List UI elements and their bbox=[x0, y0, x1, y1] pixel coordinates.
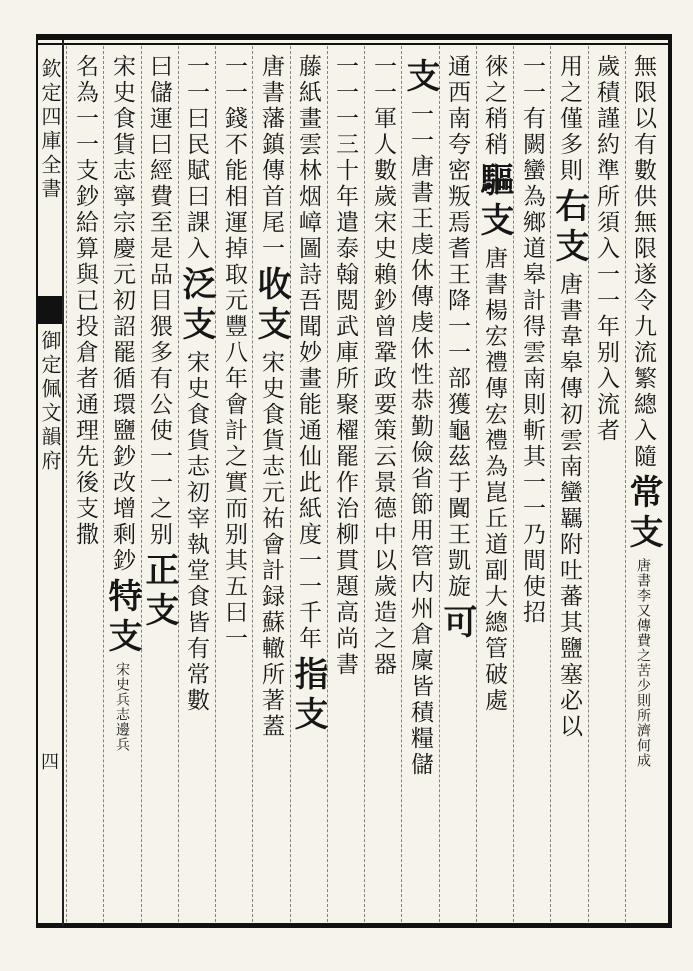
body-text: 宋史食貨志寧宗慶元初詔罷循環鹽鈔改增剩鈔 bbox=[109, 54, 135, 574]
text-column bbox=[549, 54, 589, 920]
text-column bbox=[68, 54, 102, 920]
body-text: 通西南夸 bbox=[444, 54, 470, 158]
body-text: 一一曰民賦曰課入 bbox=[183, 54, 209, 262]
headword: 驅支 bbox=[474, 162, 514, 242]
sidebar-book-title: 御定佩文韻府 bbox=[38, 330, 62, 474]
text-column bbox=[437, 54, 477, 920]
fishtail-mark bbox=[36, 296, 62, 324]
headword: 正支 bbox=[139, 552, 179, 632]
body-text: 密叛焉耆王降一一部獲龜茲于闐王凱旋 bbox=[444, 158, 470, 600]
text-column bbox=[366, 54, 400, 920]
text-column bbox=[589, 54, 623, 920]
headword: 指支 bbox=[288, 656, 328, 736]
body-text: 曰儲運曰經費 bbox=[146, 54, 172, 210]
column-divider bbox=[550, 46, 551, 922]
body-text: 用之僅多則 bbox=[556, 54, 582, 184]
page-number: 四 bbox=[41, 752, 59, 773]
column-divider bbox=[215, 46, 216, 922]
headword: 右支 bbox=[549, 188, 589, 268]
column-divider bbox=[364, 46, 365, 922]
body-text: 蠻為鄉道皋計得雲南則斬其一一乃間使招 bbox=[519, 158, 545, 626]
text-column bbox=[515, 54, 549, 920]
body-text: 宋史食貨志初宰執堂食皆有常數 bbox=[183, 350, 209, 714]
frame-top-border bbox=[36, 34, 672, 40]
body-text: 宋史食貨志元祐會計録蘇轍所著蓋 bbox=[258, 350, 284, 740]
body-text: 一一唐書王虔休傳虔休性恭勤儉省節用管内州倉廩皆積糧儲 bbox=[407, 102, 433, 778]
column-divider bbox=[252, 46, 253, 922]
frame-top-thin-border bbox=[36, 43, 672, 45]
annotation: 宋史兵志邊兵 bbox=[114, 662, 130, 752]
text-column bbox=[474, 54, 514, 920]
body-text: 一一錢不能相運掉 bbox=[221, 54, 247, 262]
body-text: 至是品目猥多有公使一一之别 bbox=[146, 210, 172, 548]
body-text: 取元豐八年會計之實而别其五曰一 bbox=[221, 262, 247, 652]
body-text: 唐書韋皋傳初雲南蠻羈附吐蕃其鹽塞必以 bbox=[556, 272, 582, 740]
text-column bbox=[251, 54, 291, 920]
text-column bbox=[328, 54, 362, 920]
body-text: 唐書楊宏禮傳宏禮為崑丘道副大總管破處 bbox=[481, 246, 507, 714]
headword: 泛支 bbox=[176, 266, 216, 346]
body-text: 唐書藩鎮傳首尾一 bbox=[258, 54, 284, 262]
text-column bbox=[288, 54, 328, 920]
column-divider bbox=[103, 46, 104, 922]
body-text: 無限以有數供無限遂令九流繁總入隨 bbox=[630, 54, 656, 470]
body-text: 一一一三十年遣泰翰閲武庫所聚櫂罷作治柳貫題高尚書 bbox=[332, 54, 358, 678]
frame-bottom-border bbox=[36, 923, 672, 928]
annotation: 唐書李又傳費之苦少則所濟何成 bbox=[635, 558, 651, 768]
column-divider bbox=[66, 46, 67, 922]
text-column bbox=[176, 54, 216, 920]
text-column bbox=[623, 54, 663, 920]
text-column bbox=[139, 54, 179, 920]
headword: 可 bbox=[437, 604, 477, 644]
column-divider bbox=[401, 46, 402, 922]
headword: 支 bbox=[400, 58, 440, 98]
body-text: 藤紙畫雲林烟嶂圖詩吾聞妙畫能通仙此紙度一一千年 bbox=[295, 54, 321, 652]
body-text: 一一軍人數歲宋史賴鈔曾鞏政要策云景德中以歲造之器 bbox=[370, 54, 396, 678]
headword: 常支 bbox=[623, 474, 663, 554]
body-text: 歲積謹約準所須入一一年别入流者 bbox=[593, 54, 619, 444]
body-text: 一一有闕 bbox=[519, 54, 545, 158]
sidebar-top-label: 欽定四庫全書 bbox=[38, 58, 62, 202]
margin-rule bbox=[62, 40, 64, 926]
frame-right-border bbox=[668, 34, 672, 928]
headword: 收支 bbox=[251, 266, 291, 346]
text-column bbox=[400, 54, 440, 920]
body-text: 名為一一支鈔給算與已投倉者通理先後支撒 bbox=[72, 54, 98, 548]
headword: 特支 bbox=[102, 578, 142, 658]
text-column bbox=[102, 54, 142, 920]
body-text: 徠之稍稍 bbox=[481, 54, 507, 158]
text-column bbox=[217, 54, 251, 920]
